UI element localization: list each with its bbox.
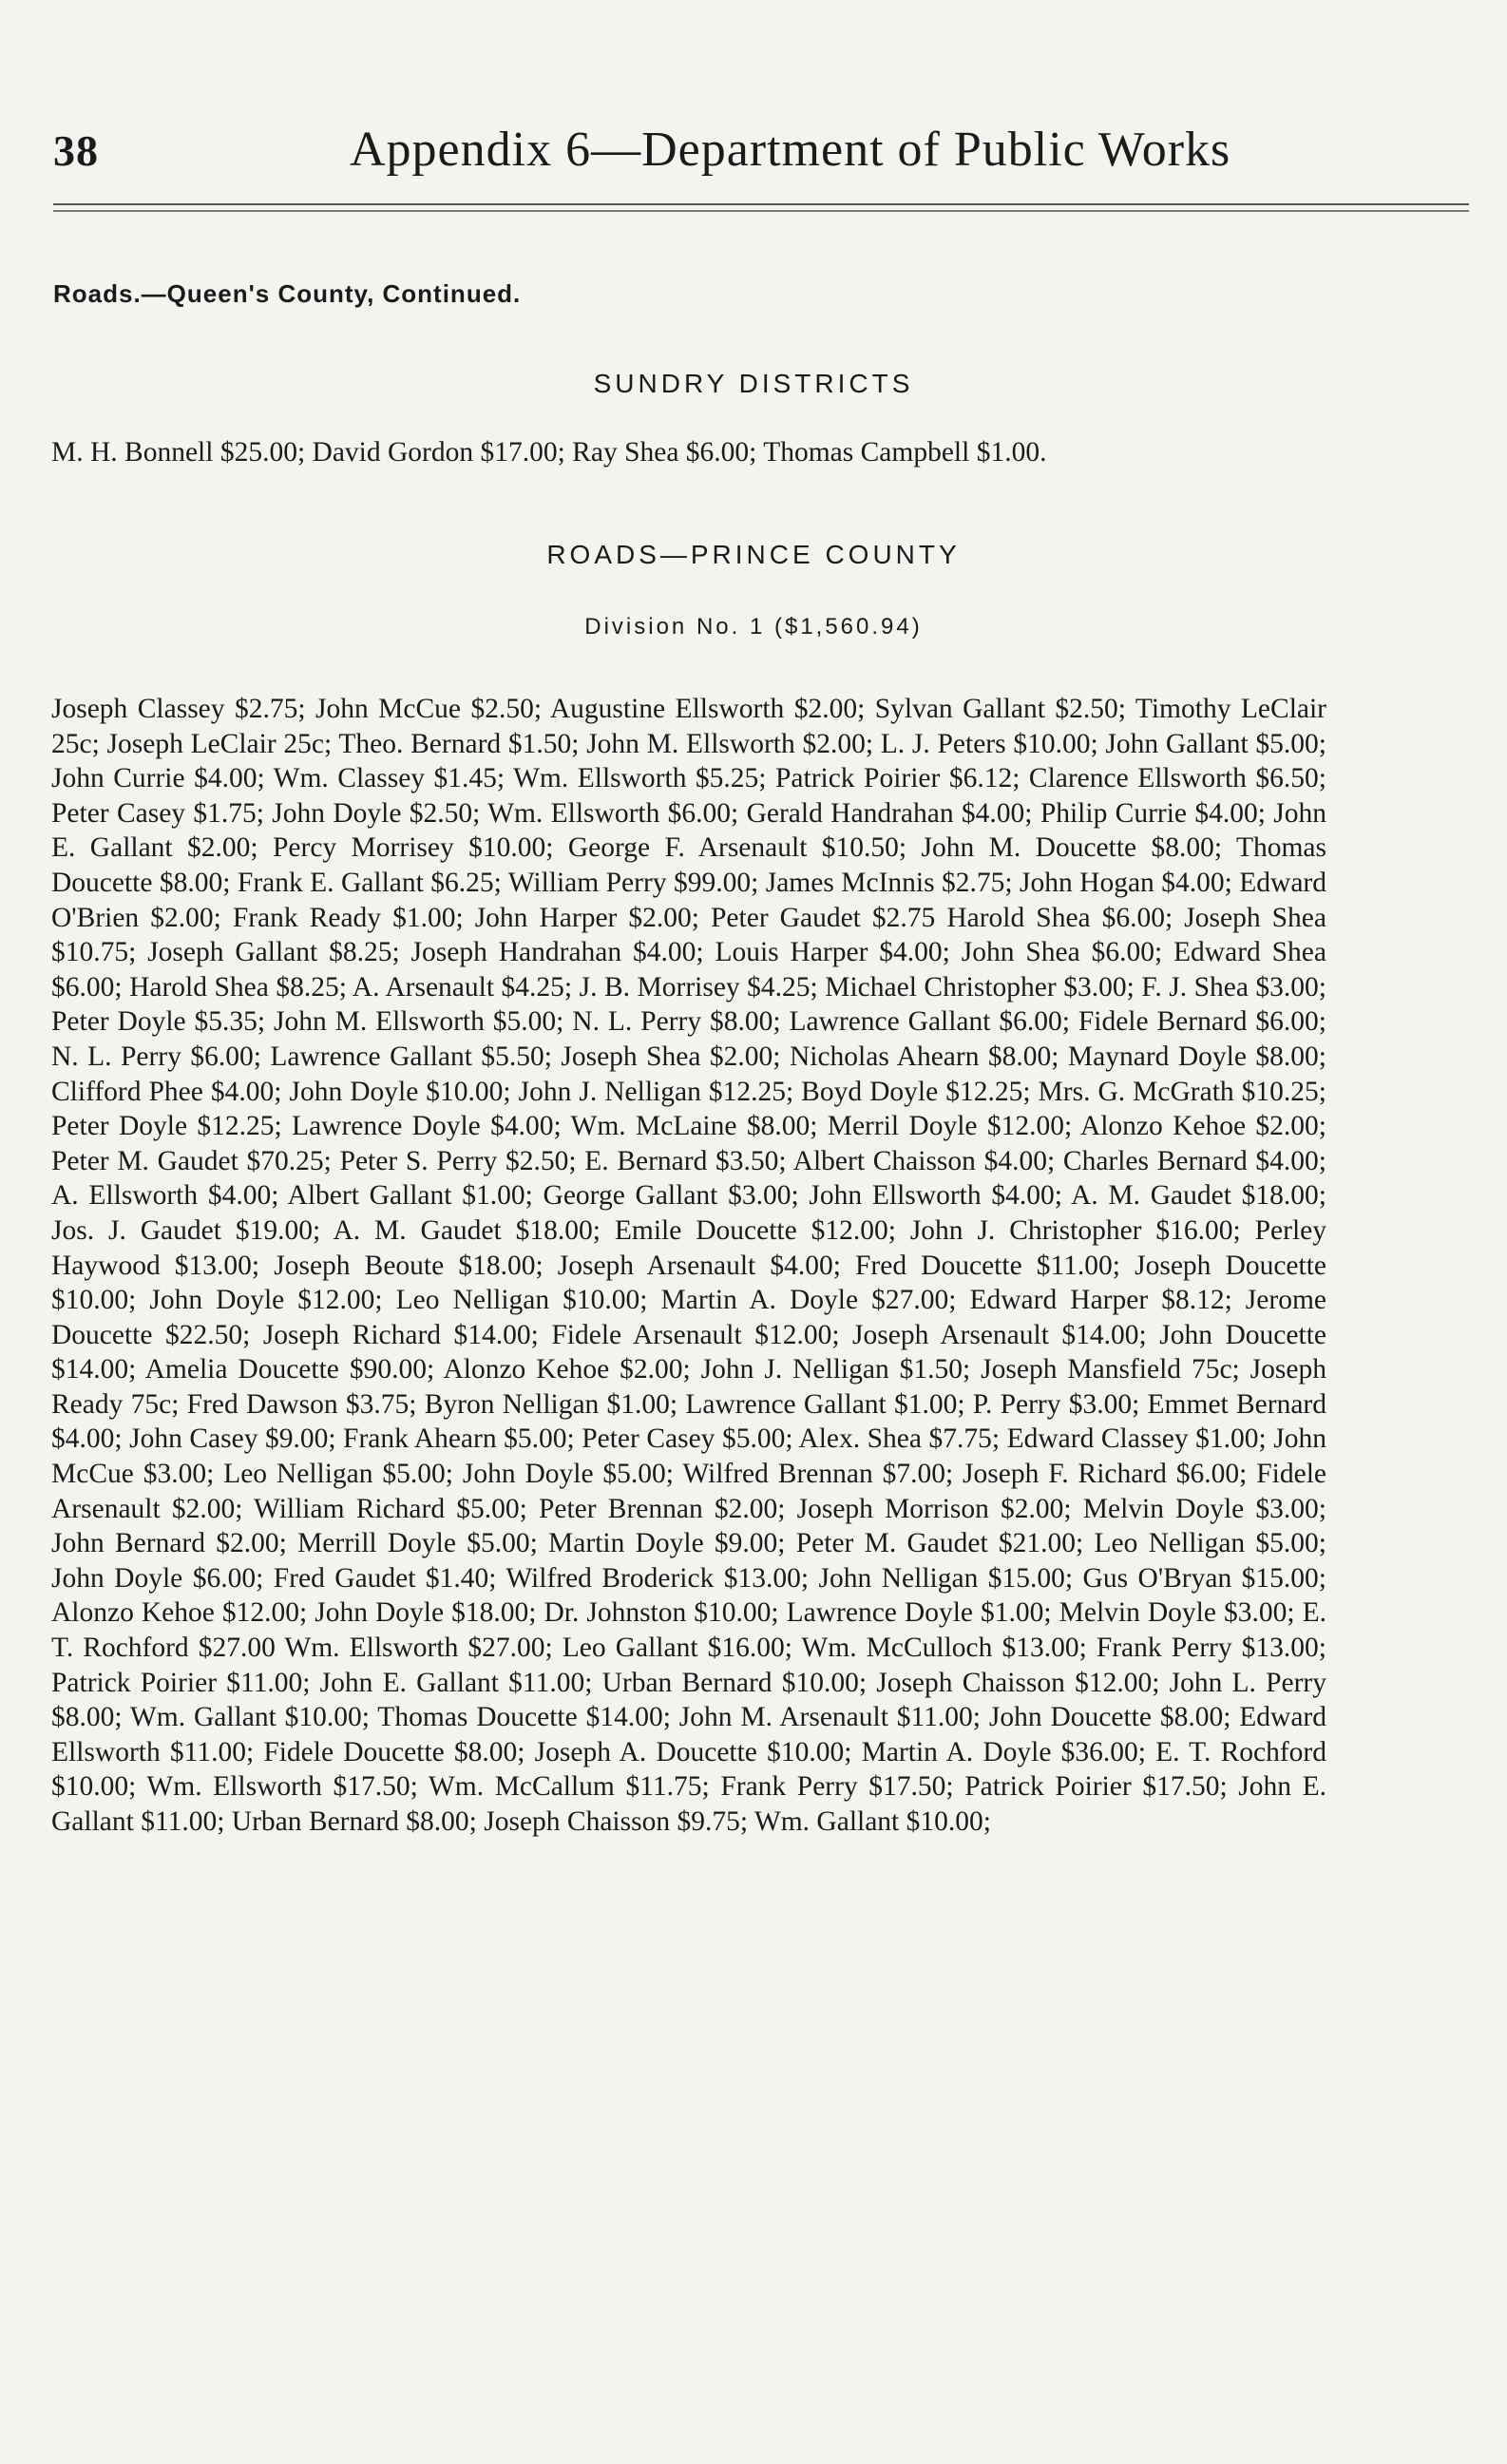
page-header [53,122,1459,188]
prince-county-heading: ROADS—PRINCE COUNTY [546,540,961,569]
sundry-districts-text: M. H. Bonnell $25.00; David Gordon $17.00; Ray Shea $6.00; Thomas Campbell $1.00. [51,437,1047,468]
division-heading: Division No. 1 ($1,560.94) [584,614,923,640]
page-number: 38 [53,126,99,175]
section-label: Roads.—Queen's County, Continued. [53,279,522,308]
header-rule [53,203,1469,212]
payments-list-text: Joseph Classey $2.75; John McCue $2.50; Augustine Ellsworth $2.00; Sylvan Gallant $2.50; Timothy LeClair 25c; Joseph LeClair 25c; Theo. Bernard $1.50; John M. Ellsworth $2.00; L. J. Peters $10.00; John Gallant $5.00; John Currie $4.00; Wm. Classey $1.45; Wm. Ellsworth $5.25; Patrick Poirier $6.12; Clarence Ellsworth $6.50; Peter Casey $1.75; John Doyle $2.50; Wm. Ellsworth $6.00; Gerald Handrahan $4.00; Philip Currie $4.00; John E. Gallant $2.00; Percy Morrisey $10.00; George F. Arsenault $10.50; John M. Doucette $8.00; Thomas Doucette $8.00; Frank E. Gallant $6.25; William Perry $99.00; James McInnis $2.75; John Hogan $4.00; Edward O'Brien $2.00; Frank Ready $1.00; John Harper $2.00; Peter Gaudet $2.75 Harold Shea $6.00; Joseph Shea $10.75; Joseph Gallant $8.25; Joseph Handrahan $4.00; Louis Harper $4.00; John Shea $6.00; Edward Shea $6.00; Harold Shea $8.25; A. Arsenault $4.25; J. B. Morrisey $4.25; Michael Christopher $3.00; F. J. Shea $3.00; Peter Doyle $5.35; John M. Ellsworth $5.00; N. L. Perry $8.00; Lawrence Gallant $6.00; Fidele Bernard $6.00; N. L. Perry $6.00; Lawrence Gallant $5.50; Joseph Shea $2.00; Nicholas Ahearn $8.00; Maynard Doyle $8.00; Clifford Phee $4.00; John Doyle $10.00; John J. Nelligan $12.25; Boyd Doyle $12.25; Mrs. G. McGrath $10.25; Peter Doyle $12.25; Lawrence Doyle $4.00; Wm. McLaine $8.00; Merril Doyle $12.00; Alonzo Kehoe $2.00; Peter M. Gaudet $70.25; Peter S. Perry $2.50; E. Bernard $3.50; Albert Chaisson $4.00; Charles Bernard $4.00; A. Ellsworth $4.00; Albert Gallant $1.00; George Gallant $3.00; John Ellsworth $4.00; A. M. Gaudet $18.00; Jos. J. Gaudet $19.00; A. M. Gaudet $18.00; Emile Doucette $12.00; John J. Christopher $16.00; Perley Haywood $13.00; Joseph Beoute $18.00; Joseph Arsenault $4.00; Fred Doucette $11.00; Joseph Doucette $10.00; John Doyle $12.00; Leo Nelligan $10.00; Martin A. Doyle $27.00; Edward Harper $8.12; Jerome Doucette $22.50; Joseph Richard $14.00; Fidele Arsenault $12.00; Joseph Arsenault $14.00; John Doucette $14.00; Amelia Doucette $90.00; Alonzo Kehoe $2.00; John J. Nelligan $1.50; Joseph Mansfield 75c; Joseph Ready 75c; Fred Dawson $3.75; Byron Nelligan $1.00; Lawrence Gallant $1.00; P. Perry $3.00; Emmet Bernard $4.00; John Casey $9.00; Frank Ahearn $5.00; Peter Casey $5.00; Alex. Shea $7.75; Edward Classey $1.00; John McCue $3.00; Leo Nelligan $5.00; John Doyle $5.00; Wilfred Brennan $7.00; Joseph F. Richard $6.00; Fidele Arsenault $2.00; William Richard $5.00; Peter Brennan $2.00; Joseph Morrison $2.00; Melvin Doyle $3.00; John Bernard $2.00; Merrill Doyle $5.00; Martin Doyle $9.00; Peter M. Gaudet $21.00; Leo Nelligan $5.00; John Doyle $6.00; Fred Gaudet $1.40; Wilfred Broderick $13.00; John Nelligan $15.00; Gus O'Bryan $15.00; Alonzo Kehoe $12.00; John Doyle $18.00; Dr. Johnston $10.00; Lawrence Doyle $1.00; Melvin Doyle $3.00; E. T. Rochford $27.00 Wm. Ellsworth $27.00; Leo Gallant $16.00; Wm. McCulloch $13.00; Frank Perry $13.00; Patrick Poirier $11.00; John E. Gallant $11.00; Urban Bernard $10.00; Joseph Chaisson $12.00; John L. Perry $8.00; Wm. Gallant $10.00; Thomas Doucette $14.00; John M. Arsenault $11.00; John Doucette $8.00; Edward Ellsworth $11.00; Fidele Doucette $8.00; Joseph A. Doucette $10.00; Martin A. Doyle $36.00; E. T. Rochford $10.00; Wm. Ellsworth $17.50; Wm. McCallum $11.75; Frank Perry $17.50; Patrick Poirier $17.50; John E. Gallant $11.00; Urban Bernard $8.00; Joseph Chaisson $9.75; Wm. Gallant $10.00; [51,694,1326,1837]
running-head: Appendix 6—Department of Public Works [350,123,1231,177]
sundry-districts-heading: SUNDRY DISTRICTS [593,369,914,398]
